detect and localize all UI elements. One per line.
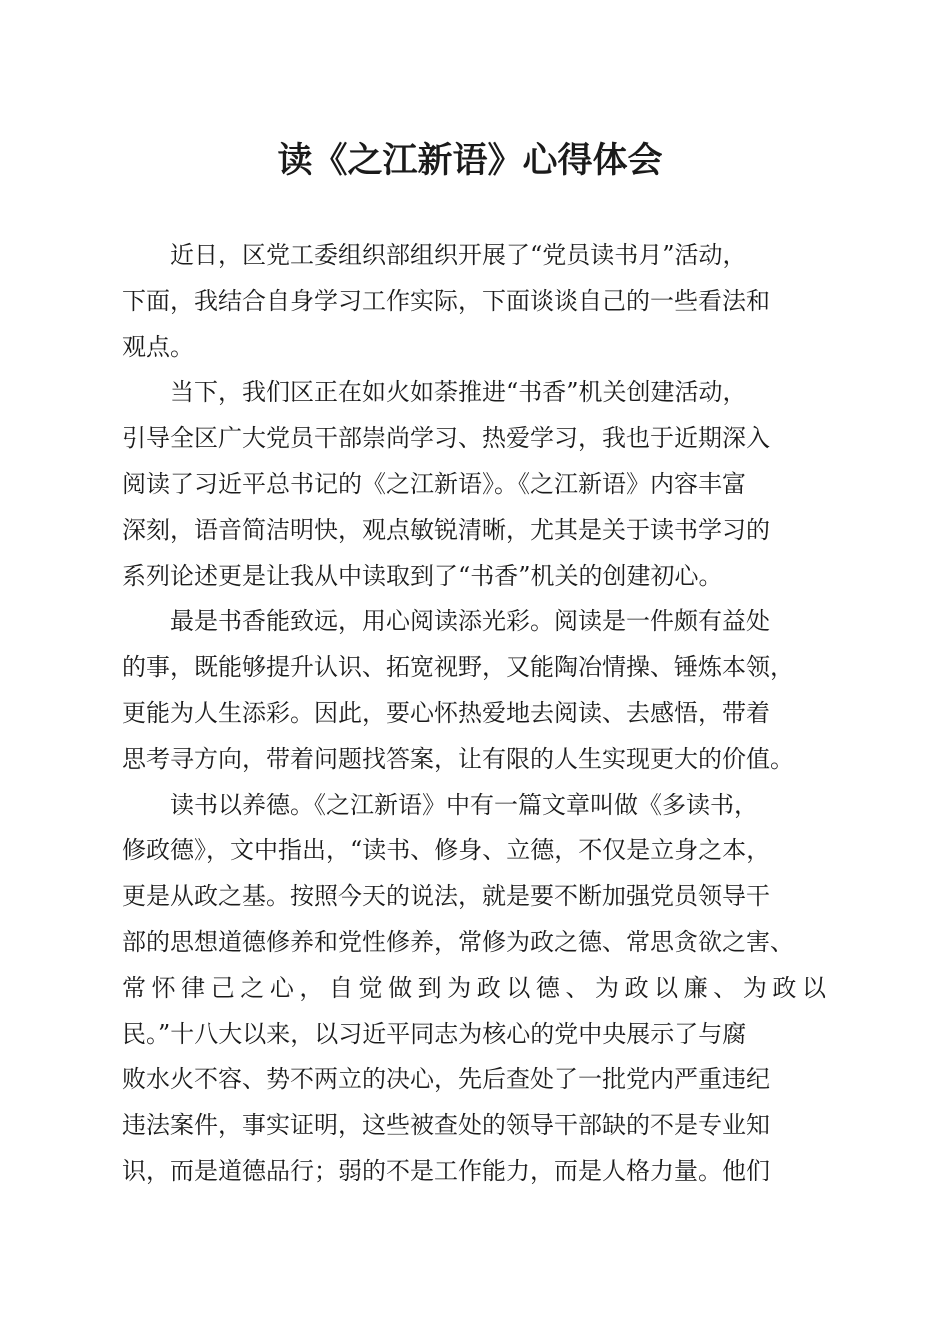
- text-line: 最是书香能致远，用心阅读添光彩。阅读是一件颇有益处: [170, 607, 770, 636]
- text-line: 败水火不容、势不两立的决心，先后查处了一批党内严重违纪: [122, 1065, 770, 1094]
- text-line: 系列论述更是让我从中读取到了“书香”机关的创建初心。: [122, 561, 723, 590]
- text-line: 深刻，语音简洁明快，观点敏锐清晰，尤其是关于读书学习的: [122, 515, 770, 544]
- text-line: 思考寻方向，带着问题找答案，让有限的人生实现更大的价值。: [122, 744, 794, 773]
- paragraph: [122, 370, 826, 599]
- paragraph: [122, 599, 826, 782]
- text-line: 更能为人生添彩。因此，要心怀热爱地去阅读、去感悟，带着: [122, 698, 770, 727]
- text-line: 修政德》，文中指出，“读书、修身、立德，不仅是立身之本，: [122, 836, 771, 865]
- text-line: 观点。: [122, 332, 194, 361]
- paragraph: [122, 783, 826, 1195]
- text-line: 部的思想道德修养和党性修养，常修为政之德、常思贪欲之害、: [122, 927, 794, 956]
- text-line: 常怀律己之心，自觉做到为政以德、为政以廉、为政以: [122, 973, 826, 1002]
- text-line: 当下，我们区正在如火如荼推进“书香”机关创建活动，: [170, 378, 747, 407]
- text-line: 下面，我结合自身学习工作实际，下面谈谈自己的一些看法和: [122, 286, 770, 315]
- text-line: 引导全区广大党员干部崇尚学习、热爱学习，我也于近期深入: [122, 424, 770, 453]
- document-title: 读《之江新语》心得体会: [277, 140, 663, 181]
- text-line: 违法案件，事实证明，这些被查处的领导干部缺的不是专业知: [122, 1111, 770, 1140]
- text-line: 阅读了习近平总书记的《之江新语》。《之江新语》内容丰富: [122, 469, 746, 498]
- text-line: 识，而是道德品行；弱的不是工作能力，而是人格力量。他们: [122, 1156, 770, 1185]
- text-line: 的事，既能够提升认识、拓宽视野，又能陶冶情操、锤炼本领，: [122, 653, 794, 682]
- text-line: 读书以养德。《之江新语》中有一篇文章叫做《多读书，: [170, 790, 758, 819]
- text-line: 更是从政之基。按照今天的说法，就是要不断加强党员领导干: [122, 882, 770, 911]
- text-line: 民。”十八大以来，以习近平同志为核心的党中央展示了与腐: [122, 1019, 747, 1048]
- paragraph: [122, 233, 826, 370]
- document-body: [122, 233, 826, 1195]
- text-line: 近日，区党工委组织部组织开展了“党员读书月”活动，: [170, 241, 747, 269]
